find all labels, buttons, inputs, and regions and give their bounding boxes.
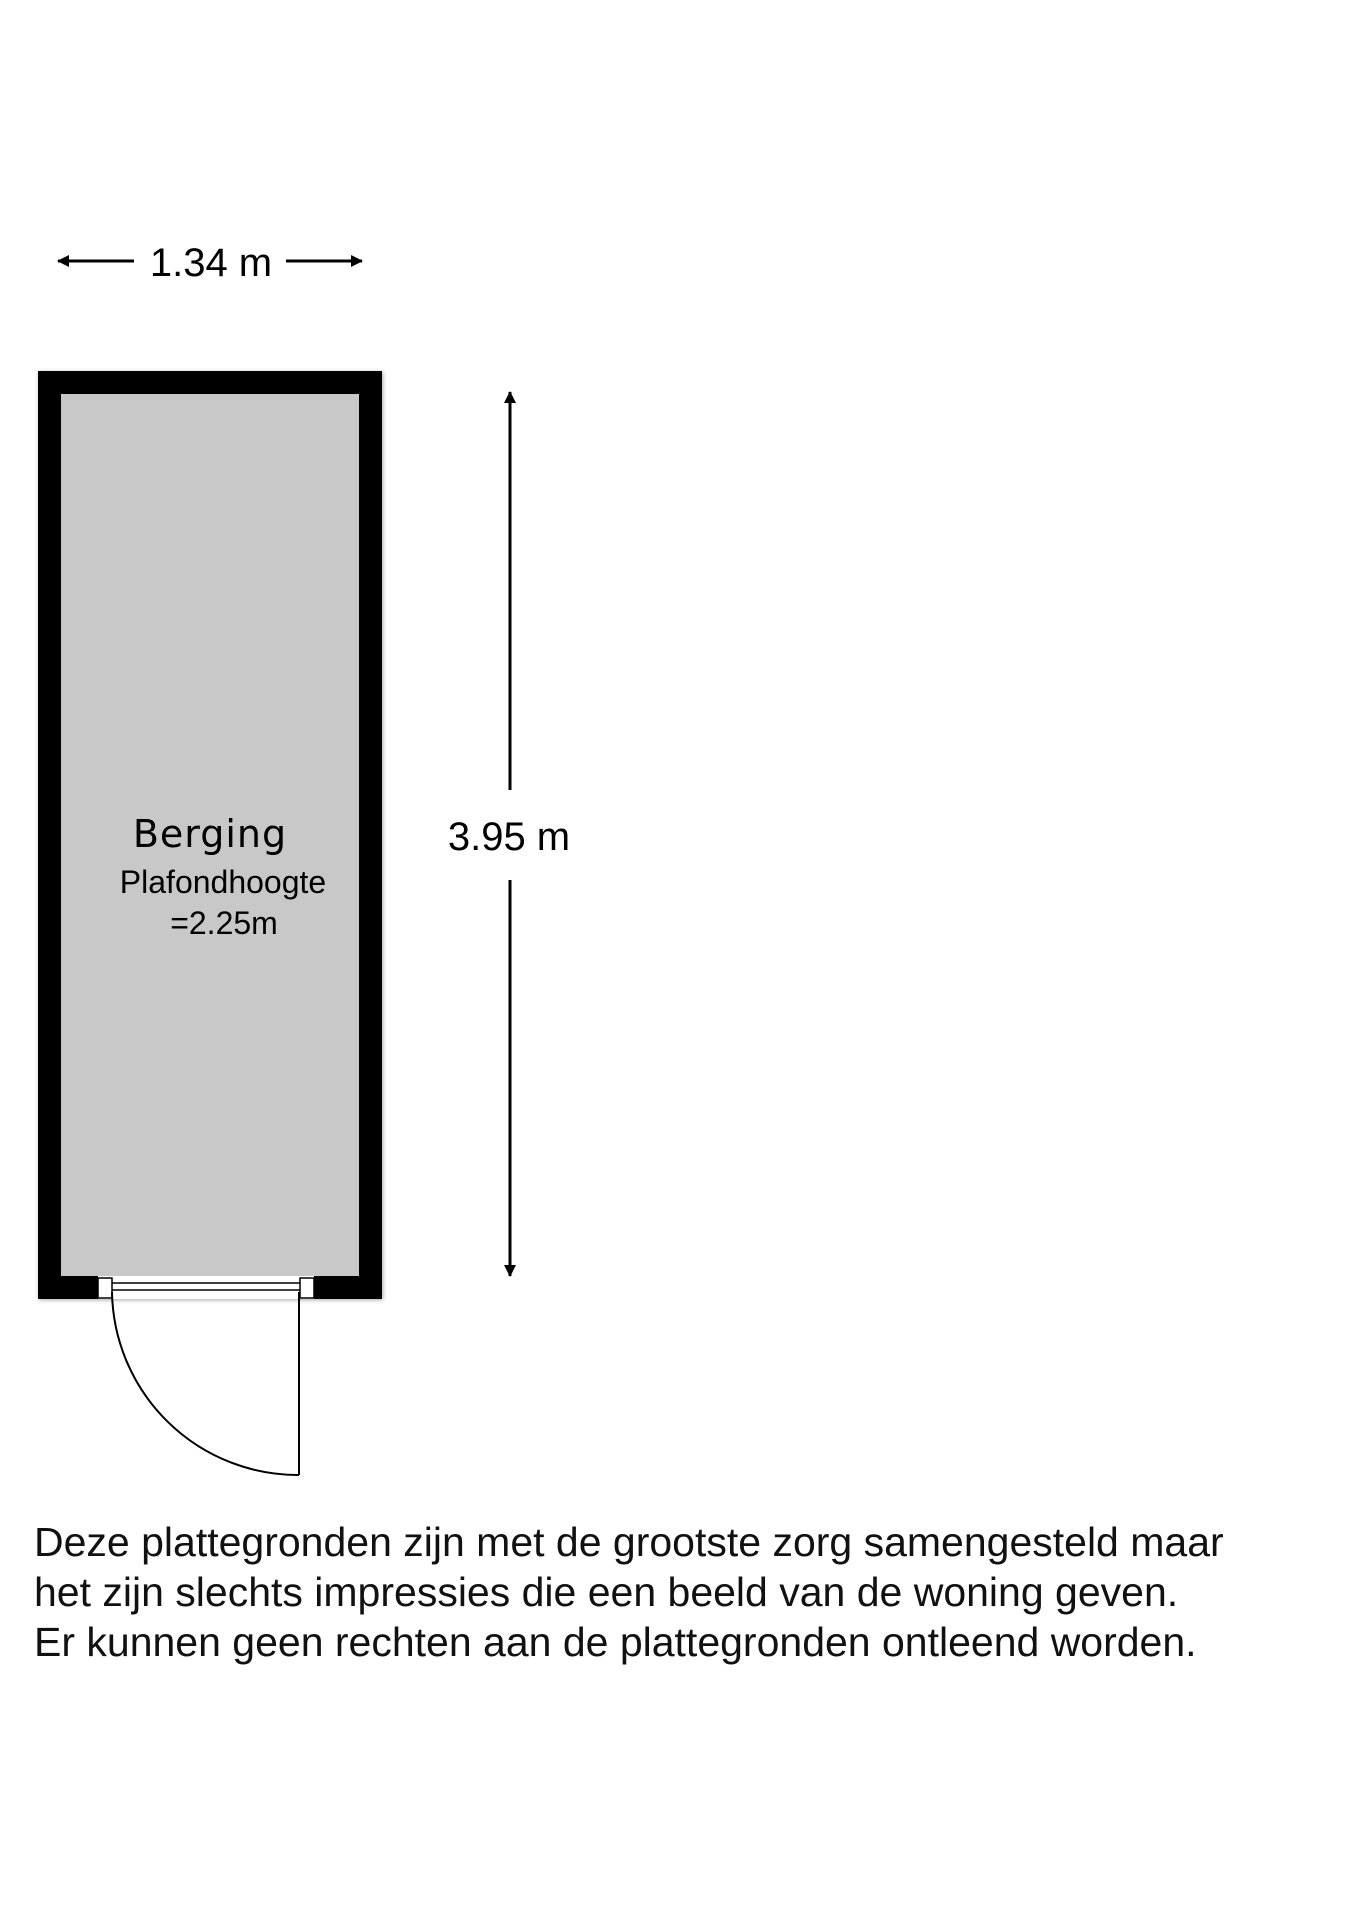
ceiling-height-value: =2.25m: [170, 905, 278, 941]
door: [98, 1276, 314, 1475]
width-dimension: [58, 241, 362, 285]
disclaimer-line: Deze plattegronden zijn met de grootste zorg samengesteld maar: [34, 1519, 1224, 1565]
room-name: Berging: [132, 812, 288, 856]
disclaimer-text: [34, 1517, 1334, 1667]
door-swing-arc: [112, 1292, 299, 1475]
door-opening: [98, 1276, 314, 1299]
height-label: 3.95 m: [447, 815, 571, 859]
disclaimer-line: het zijn slechts impressies die een beeld van de woning geven.: [34, 1569, 1179, 1615]
disclaimer-line: Er kunnen geen rechten aan de plattegronden ontleend worden.: [34, 1619, 1197, 1665]
width-label: 1.34 m: [149, 241, 273, 285]
door-jamb-right: [300, 1278, 314, 1298]
height-dimension: [440, 392, 580, 1276]
ceiling-height-label: Plafondhoogte: [119, 864, 327, 900]
door-jamb-left: [98, 1278, 112, 1298]
